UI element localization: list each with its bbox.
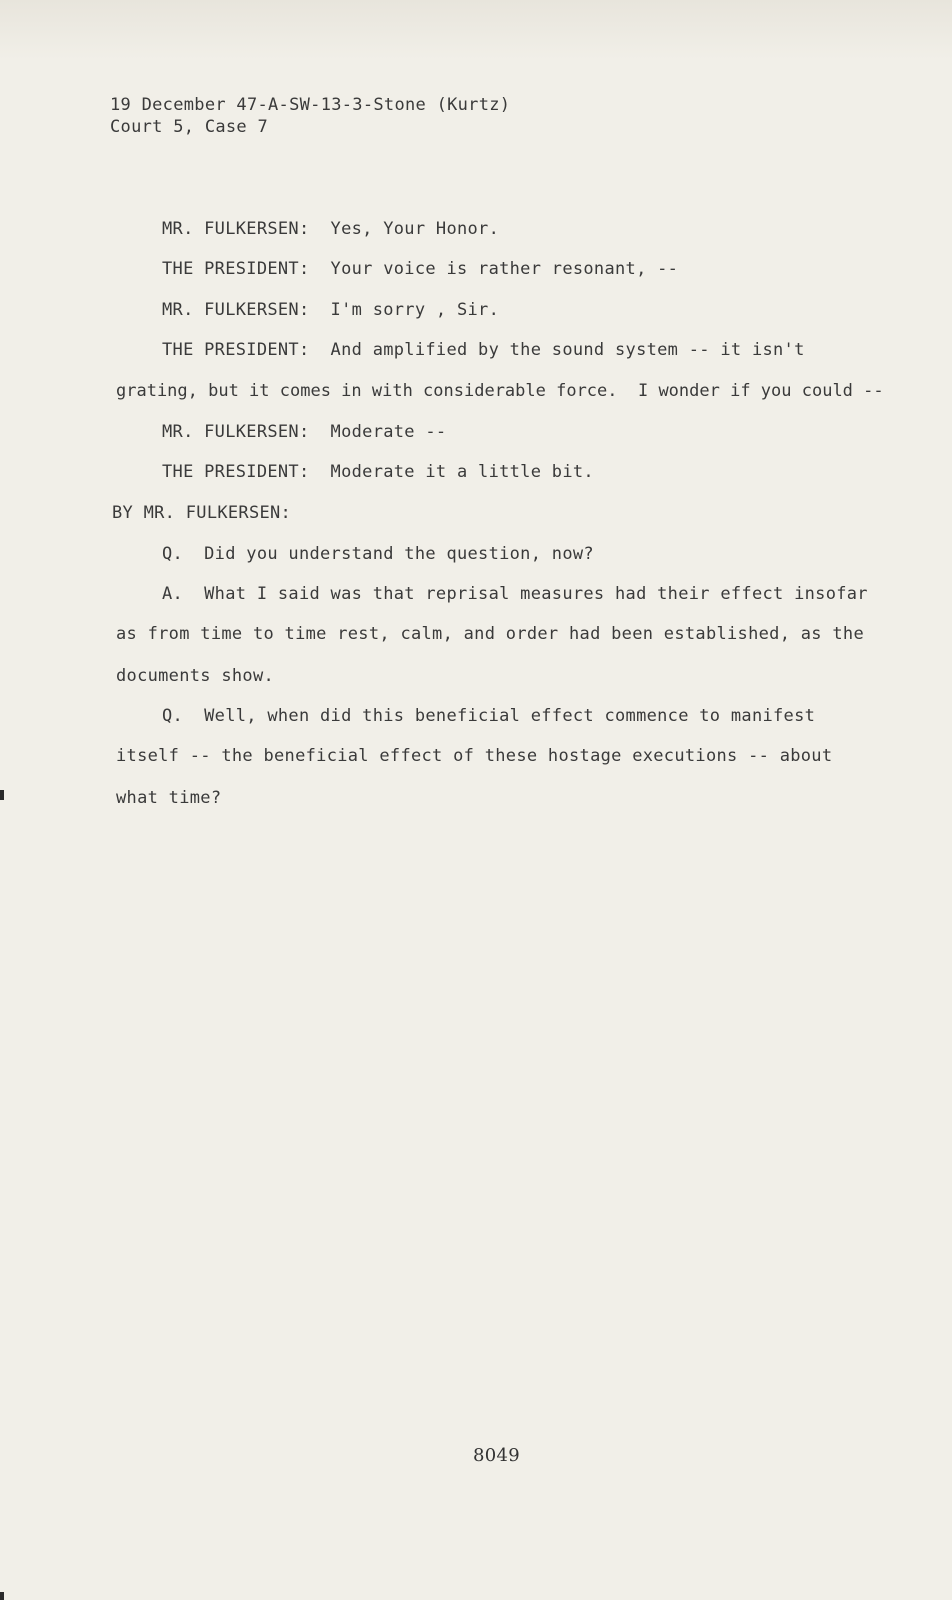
transcript-line: MR. FULKERSEN: I'm sorry , Sir. bbox=[162, 300, 500, 320]
transcript-line: grating, but it comes in with considerable force. I wonder if you could -- bbox=[116, 381, 884, 401]
page-fold-shadow bbox=[0, 0, 952, 60]
transcript-line: THE PRESIDENT: Moderate it a little bit. bbox=[162, 462, 594, 482]
transcript-line: THE PRESIDENT: Your voice is rather resonant, -- bbox=[162, 259, 679, 279]
transcript-line: A. What I said was that reprisal measures had their effect insofar bbox=[162, 584, 868, 604]
transcript-line: what time? bbox=[116, 788, 222, 808]
binding-mark bbox=[0, 790, 4, 800]
transcript-line: itself -- the beneficial effect of these hostage executions -- about bbox=[116, 746, 833, 766]
examination-heading: BY MR. FULKERSEN: bbox=[112, 503, 292, 523]
header-line-1: 19 December 47-A-SW-13-3-Stone (Kurtz) bbox=[110, 95, 511, 115]
header-line-2: Court 5, Case 7 bbox=[110, 117, 269, 137]
transcript-line: Q. Did you understand the question, now? bbox=[162, 544, 594, 564]
binding-mark bbox=[0, 1592, 4, 1600]
page-number: 8049 bbox=[473, 1445, 521, 1466]
transcript-line: Q. Well, when did this beneficial effect commence to manifest bbox=[162, 706, 816, 726]
transcript-line: as from time to time rest, calm, and order had been established, as the bbox=[116, 624, 864, 644]
transcript-line: MR. FULKERSEN: Yes, Your Honor. bbox=[162, 219, 500, 239]
transcript-line: MR. FULKERSEN: Moderate -- bbox=[162, 422, 447, 442]
transcript-line: documents show. bbox=[116, 666, 275, 686]
transcript-line: THE PRESIDENT: And amplified by the sound system -- it isn't bbox=[162, 340, 805, 360]
